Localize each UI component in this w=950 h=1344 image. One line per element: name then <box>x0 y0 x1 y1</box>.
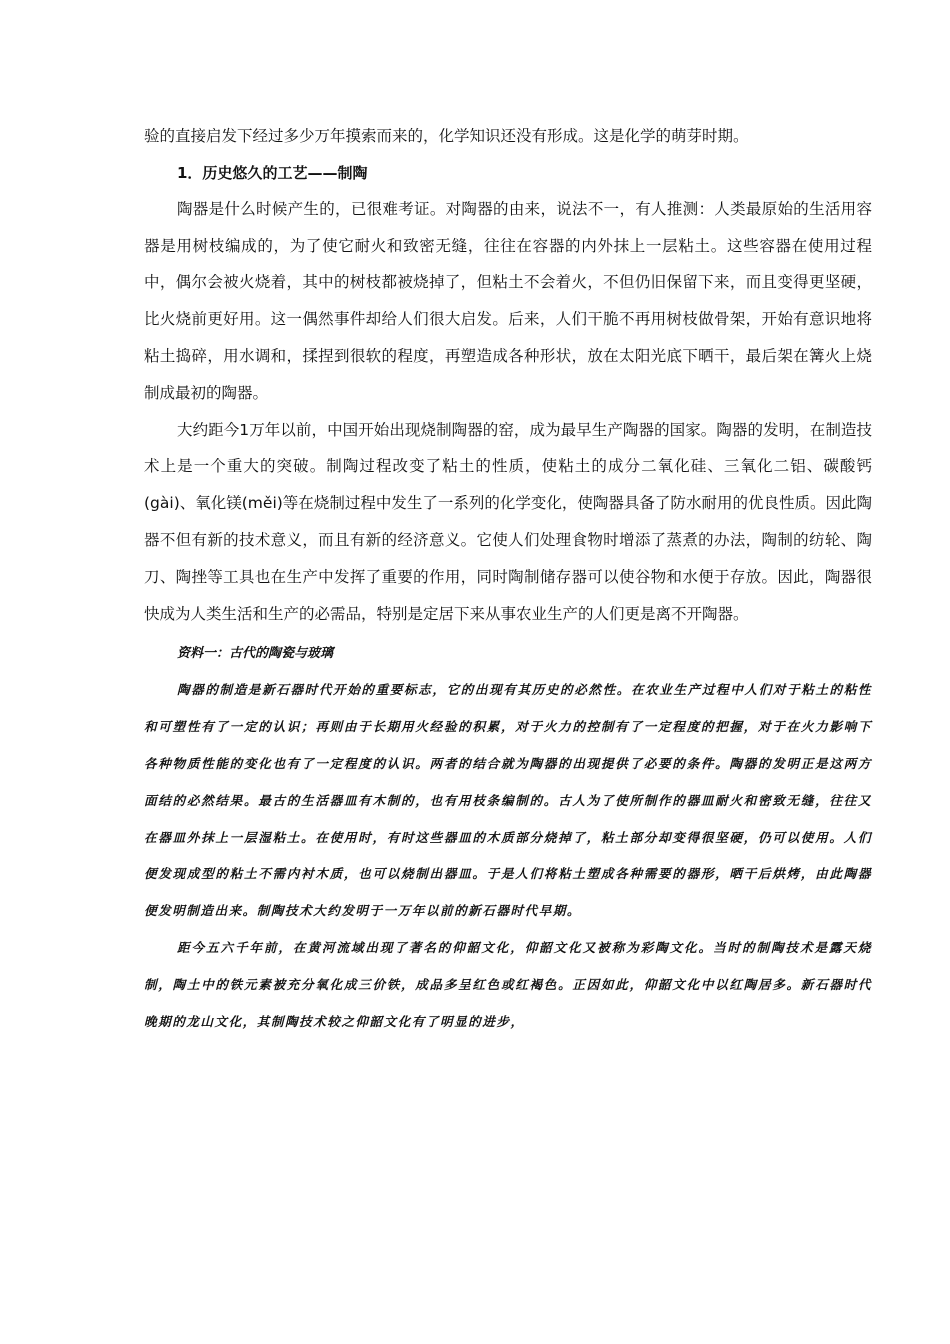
document-page <box>144 118 872 1040</box>
material-paragraph-neolithic: 陶器的制造是新石器时代开始的重要标志，它的出现有其历史的必然性。在农业生产过程中人们对于粘土的粘性和可塑性有了一定的认识；再则由于长期用火经验的积累，对于火力的控制有了一定程度的把握，对于在火力影响下各种物质性能的变化也有了一定程度的认识。两者的结合就为陶器的出现提供了必要的条件。陶器的发明正是这两方面结的必然结果。最古的生活器皿有木制的，也有用枝条编制的。古人为了使所制作的器皿耐火和密致无缝，往往又在器皿外抹上一层湿粘土。在使用时，有时这些器皿的木质部分烧掉了，粘土部分却变得很坚硬，仍可以使用。人们便发现成型的粘土不需内衬木质，也可以烧制出器皿。于是人们将粘土塑成各种需要的器形，晒干后烘烤，由此陶器便发明制造出来。制陶技术大约发明于一万年以前的新石器时代早期。 <box>144 682 872 919</box>
paragraph-origin-of-pottery: 陶器是什么时候产生的，已很难考证。对陶器的由来，说法不一，有人推测：人类最原始的生活用容器是用树枝编成的，为了使它耐火和致密无缝，往往在容器的内外抹上一层粘土。这些容器在使用过程中，偶尔会被火烧着，其中的树枝都被烧掉了，但粘土不会着火，不但仍旧保留下来，而且变得更坚硬，比火烧前更好用。这一偶然事件却给人们很大启发。后来，人们干脆不再用树枝做骨架，开始有意识地将粘土捣碎，用水调和，揉捏到很软的程度，再塑造成各种形状，放在太阳光底下晒干，最后架在篝火上烧制成最初的陶器。 <box>144 199 872 402</box>
paragraph-pottery-invention: 大约距今1万年以前，中国开始出现烧制陶器的窑，成为最早生产陶器的国家。陶器的发明，在制造技术上是一个重大的突破。制陶过程改变了粘土的性质，使粘土的成分二氧化硅、三氧化二铝、碳酸钙(gài)、氧化镁(měi)等在烧制过程中发生了一系列的化学变化，使陶器具备了防水耐用的优良性质。因此陶器不但有新的技术意义，而且有新的经济意义。它使人们处理食物时增添了蒸煮的办法，陶制的纺轮、陶刀、陶挫等工具也在生产中发挥了重要的作用，同时陶制储存器可以使谷物和水便于存放。因此，陶器很快成为人类生活和生产的必需品，特别是定居下来从事农业生产的人们更是离不开陶器。 <box>144 420 872 623</box>
material-paragraph-yangshao: 距今五六千年前，在黄河流域出现了著名的仰韶文化，仰韶文化又被称为彩陶文化。当时的制陶技术是露天烧制，陶土中的铁元素被充分氧化成三价铁，成品多呈红色或红褐色。正因如此，仰韶文化中以红陶居多。新石器时代晚期的龙山文化，其制陶技术较之仰韶文化有了明显的进步， <box>144 939 872 1029</box>
material-title: 资料一：古代的陶瓷与玻璃 <box>177 646 334 662</box>
section-heading: 1．历史悠久的工艺——制陶 <box>177 163 368 182</box>
intro-line: 验的直接启发下经过多少万年摸索而来的，化学知识还没有形成。这是化学的萌芽时期。 <box>144 127 749 145</box>
